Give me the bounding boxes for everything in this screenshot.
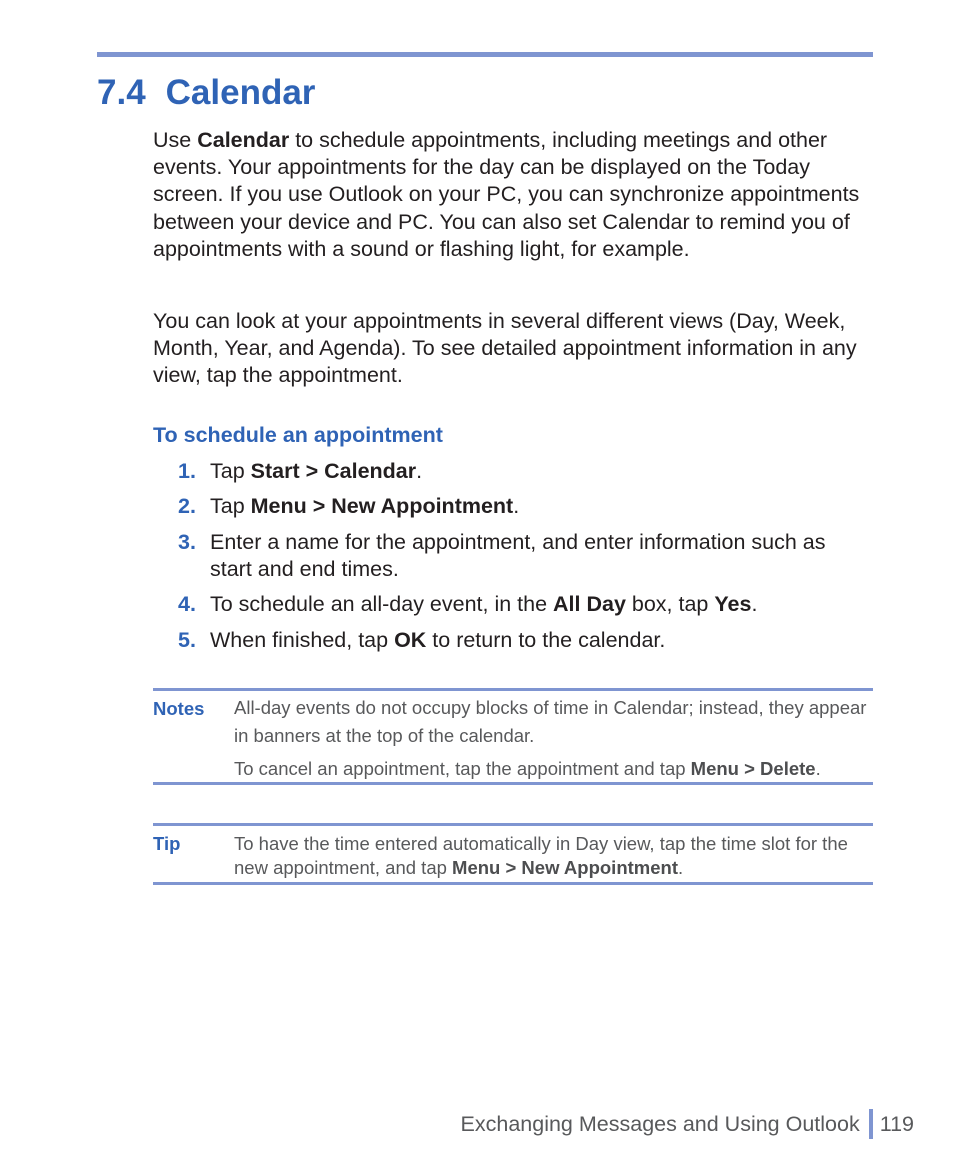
step-text [210, 493, 873, 520]
step-number: 3. [178, 530, 196, 554]
section-heading [97, 70, 315, 116]
step-3 [153, 529, 873, 583]
tip-top-rule [153, 823, 873, 826]
step-text-part: Tap [210, 459, 251, 483]
step-text-part: to return to the calendar. [426, 628, 666, 652]
note-text: . [815, 758, 821, 779]
notes-top-rule [153, 688, 873, 691]
step-1 [153, 458, 873, 485]
tip-bottom-rule [153, 882, 873, 885]
step-text [210, 591, 873, 618]
step-text-bold: Start > Calendar [250, 459, 417, 483]
top-rule [97, 52, 873, 57]
notes-label: Notes [153, 698, 205, 719]
intro-bold-calendar: Calendar [197, 128, 290, 152]
note-bold: Menu > Delete [690, 758, 816, 779]
step-text-part: box, tap [625, 592, 715, 616]
step-text-part: . [416, 459, 423, 483]
step-2 [153, 493, 873, 520]
step-text-part: When finished, tap [210, 628, 395, 652]
page-footer [461, 1108, 914, 1140]
procedure-title: To schedule an appointment [153, 423, 443, 447]
footer-divider [869, 1109, 873, 1139]
step-text [210, 627, 873, 654]
step-text [210, 458, 873, 485]
step-text-part: . [751, 592, 758, 616]
notes-bottom-rule [153, 782, 873, 785]
tip-text-part: . [678, 857, 684, 878]
section-number: 7.4 [97, 73, 146, 112]
step-text-bold: Yes [714, 592, 752, 616]
step-text-bold: OK [394, 628, 427, 652]
step-number: 2. [178, 494, 196, 518]
step-4 [153, 591, 873, 618]
note-text: To cancel an appointment, tap the appointment and tap [234, 758, 691, 779]
step-text: Enter a name for the appointment, and enter information such as start and end times. [210, 530, 826, 582]
step-number: 4. [178, 592, 196, 616]
tip-text [234, 832, 873, 880]
page-number: 119 [879, 1111, 914, 1136]
step-text-bold: All Day [553, 592, 626, 616]
note-1: All-day events do not occupy blocks of time in Calendar; instead, they appear in banners at the top of the calendar. [234, 697, 867, 746]
step-5 [153, 627, 873, 654]
tip-text-part: To have the time entered automatically in Day view, tap the time slot for the new appointment, and tap [234, 833, 848, 878]
step-text-bold: Menu > New Appointment [250, 494, 514, 518]
step-number: 5. [178, 628, 196, 652]
step-number: 1. [178, 459, 196, 483]
tip-label: Tip [153, 833, 181, 854]
intro-text-rest: to schedule appointments, including meetings and other events. Your appointments for the day can be displayed on the Today screen. If you use Outlook on your PC, you can synchronize appointments between your device and PC. You can also set Calendar to remind you of appointments with a sound or flashing light, for example. [153, 128, 860, 261]
note-2 [234, 757, 873, 781]
intro-paragraph-2: You can look at your appointments in several different views (Day, Week, Month, Year, and Agenda). To see detailed appointment information in any view, tap the appointment. [153, 309, 857, 388]
footer-chapter-title: Exchanging Messages and Using Outlook [460, 1111, 860, 1136]
intro-paragraph-1 [153, 127, 873, 263]
tip-bold: Menu > New Appointment [452, 857, 678, 878]
intro-text: Use [153, 128, 198, 152]
step-text-part: . [513, 494, 520, 518]
step-text-part: To schedule an all-day event, in the [210, 592, 554, 616]
step-text-part: Tap [210, 494, 251, 518]
section-title: Calendar [165, 73, 316, 112]
